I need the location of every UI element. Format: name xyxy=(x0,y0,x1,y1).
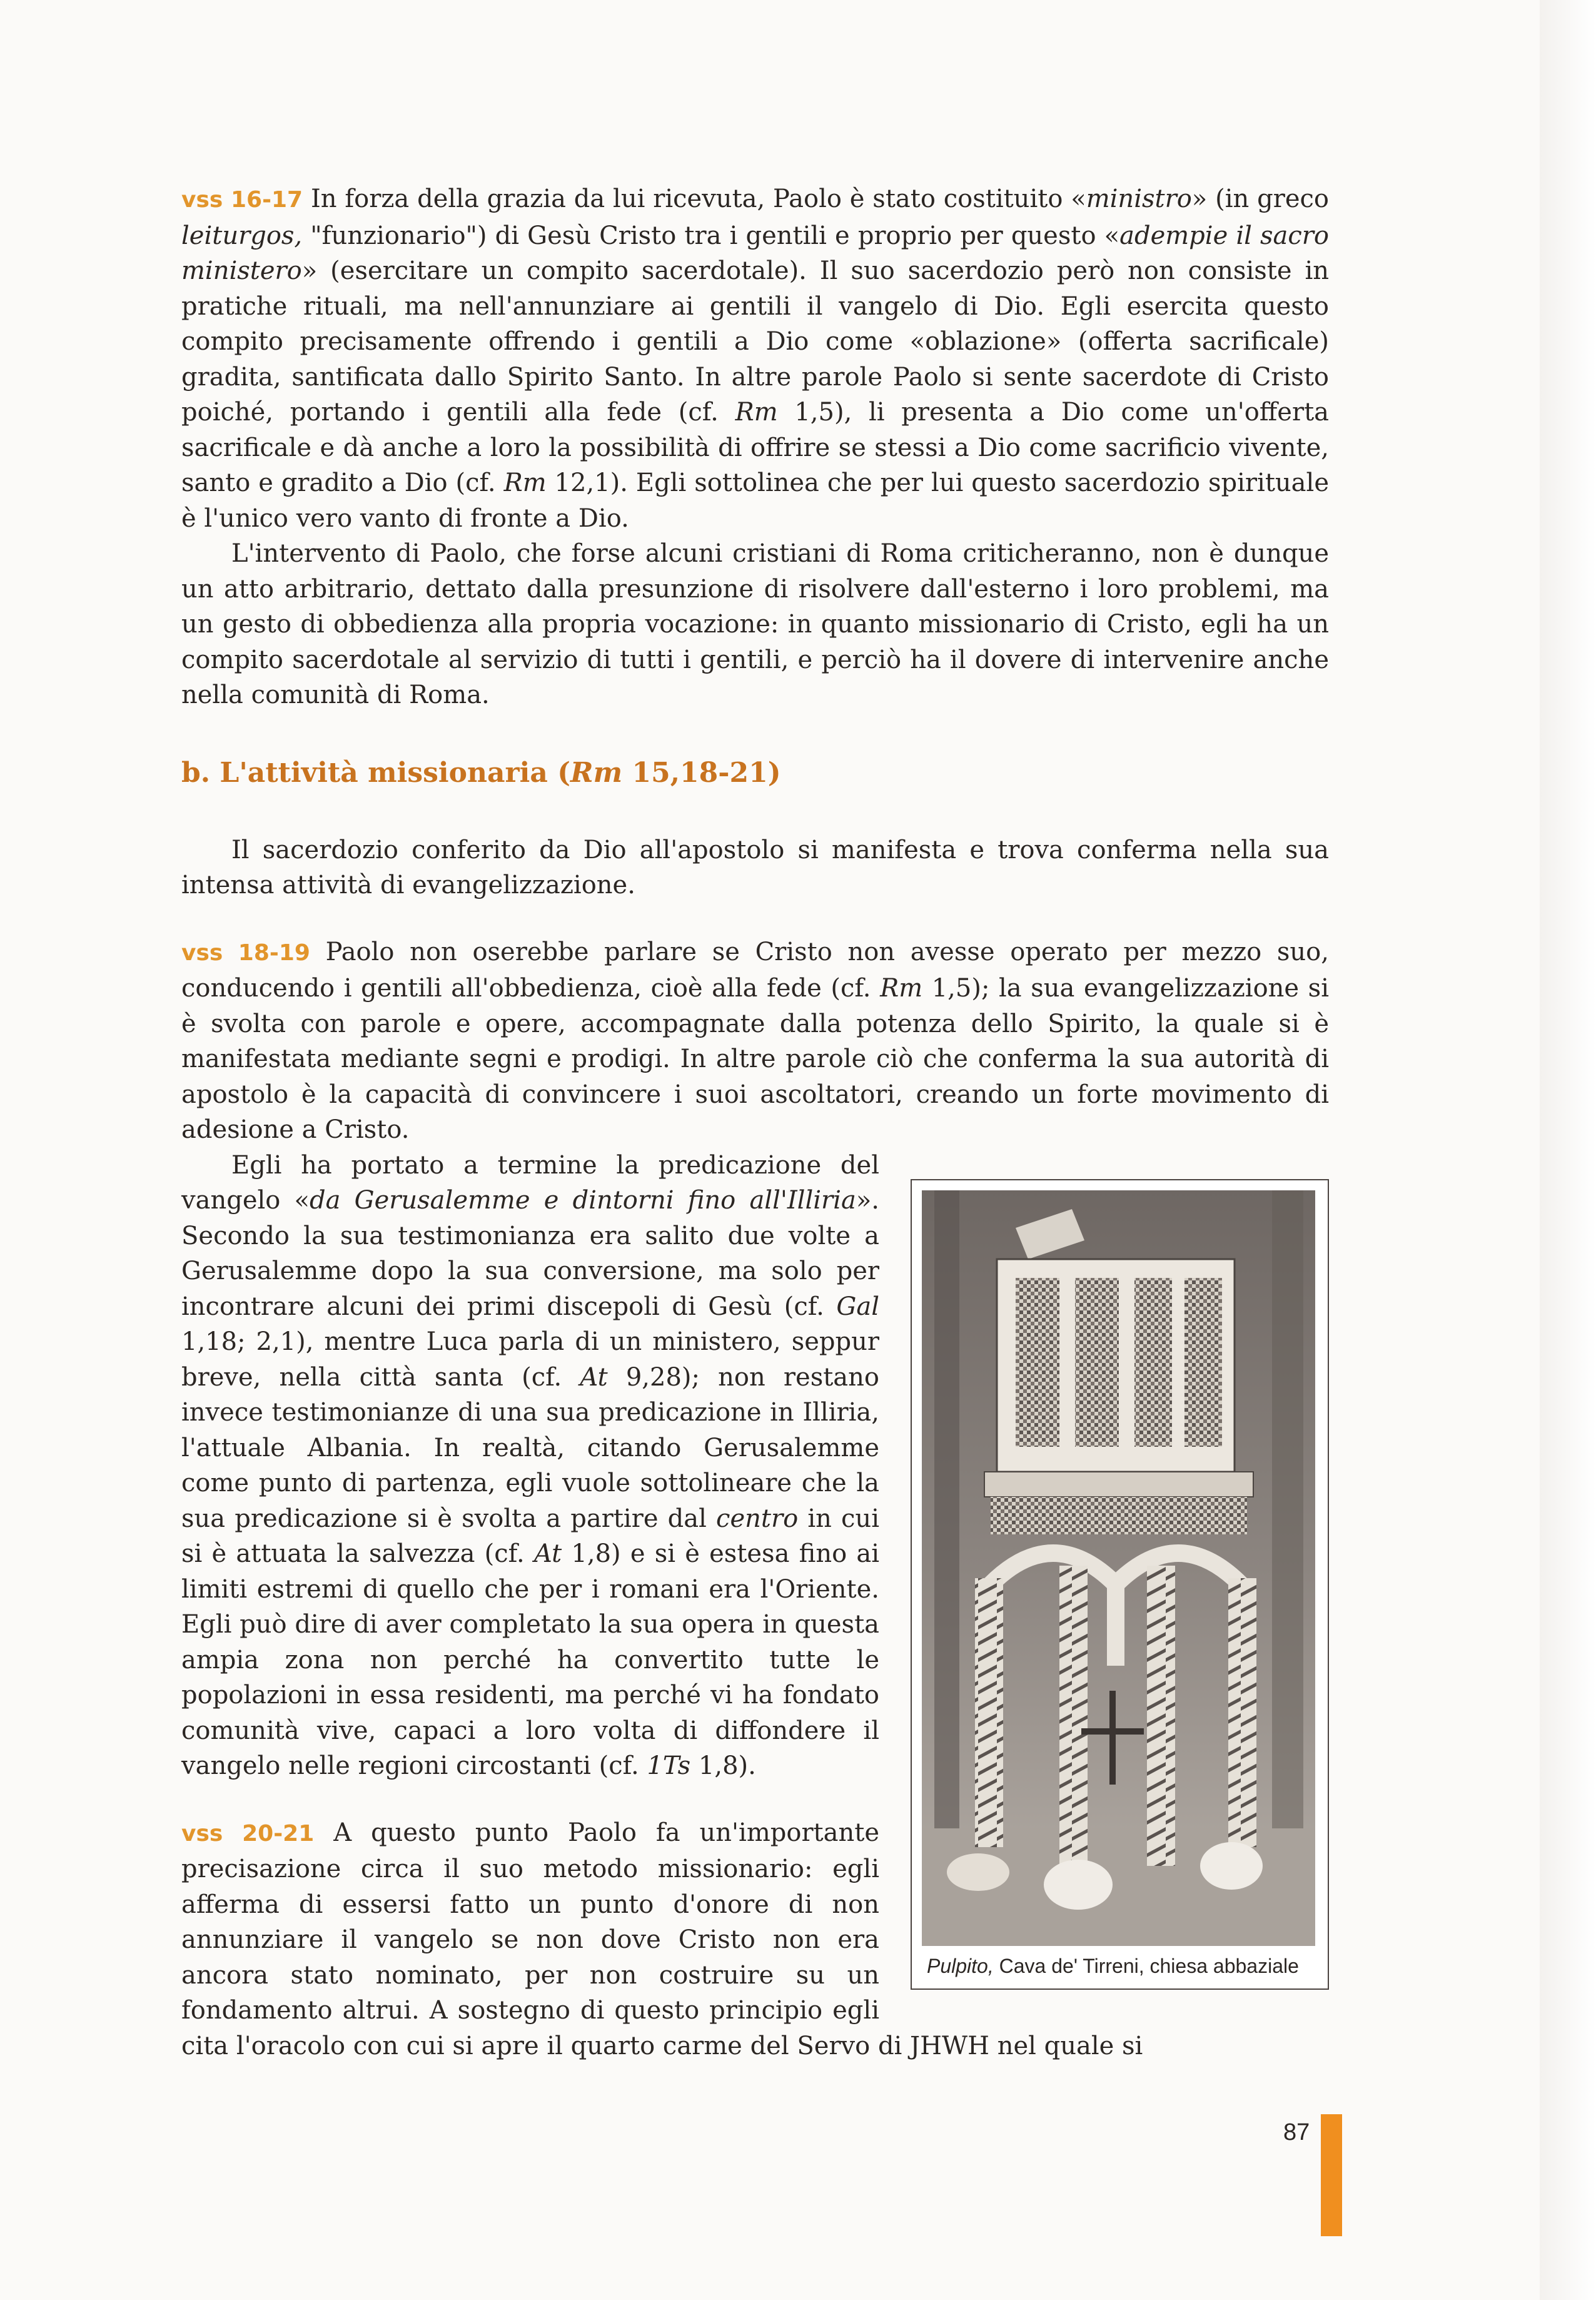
paragraph-intervento: L'intervento di Paolo, che forse alcuni cristiani di Roma criticheranno, non è dunque un atto arbitrario, dettato dalla presunzione di risolvere dall'esterno i loro problemi, ma un gesto di obbedienza alla propria vocazione: in quanto missionario di Cristo, egli ha un compito sacerdotale al servizio di tutti i gentili, e perciò ha il dovere di intervenire anche nella comunità di Roma. xyxy=(181,539,1329,709)
page-content xyxy=(181,181,1329,2064)
pulpit-photo xyxy=(922,1190,1315,1946)
verse-label: vss 16-17 xyxy=(181,187,303,213)
section-heading: b. L'attività missionaria (Rm 15,18-21) xyxy=(181,756,781,789)
figure-pulpit xyxy=(911,1179,1329,1990)
paragraph-vss-16-17: vss 16-17 In forza della grazia da lui ricevuta, Paolo è stato costituito «ministro» (in greco leiturgos, "funzionario") di Gesù Cristo tra i gentili e proprio per questo «adempie il sacro ministero» (esercitare un compito sacerdotale). Il suo sacerdozio però non consiste in pratiche rituali, ma nell'annunziare ai gentili il vangelo di Dio. Egli esercita questo compito precisamente offrendo i gentili a Dio come «oblazione» (offerta sacrificale) gradita, santificata dallo Spirito Santo. In altre parole Paolo si sente sacerdote di Cristo poiché, portando i gentili alla fede (cf. Rm 1,5), li presenta a Dio come un'offerta sacrificale e dà anche a loro la possibilità di offrire se stessi a Dio come sacrificio vivente, santo e gradito a Dio (cf. Rm 12,1). Egli sottolinea che per lui questo sacerdozio spirituale è l'unico vero vanto di fronte a Dio. xyxy=(181,185,1330,533)
figure-caption: Pulpito, Cava de' Tirreni, chiesa abbaziale xyxy=(927,1954,1299,1977)
paragraph-egli: Egli ha portato a termine la predicazione del vangelo «da Gerusalemme e dintorni fino all'Illiria». Secondo la sua testimonianza era salito due volte a Gerusalemme dopo la sua conversione, ma solo per incontrare alcuni dei primi discepoli di Gesù (cf. Gal 1,18; 2,1), mentre Luca parla di un ministero, seppur breve, nella città santa (cf. At 9,28); non restano invece testimonianze di una sua predicazione in Illiria, l'attuale Albania. In realtà, citando Gerusalemme come punto di partenza, egli vuole sottolineare che la sua predicazione si è svolta a partire dal centro in cui si è attuata la salvezza (cf. At 1,8) e si è estesa fino ai limiti estremi di quello che per i romani era l'Oriente. Egli può dire di aver completato la sua opera in questa ampia zona non perché ha convertito tutte le popolazioni in essa residenti, ma perché vi ha fondato comunità vive, capaci a loro volta di diffondere il vangelo nelle regioni circostanti (cf. 1Ts 1,8). xyxy=(181,1150,880,1780)
page-accent-bar xyxy=(1321,2114,1342,2236)
verse-label: vss 18-19 xyxy=(181,940,310,966)
page-number: 87 xyxy=(1283,2119,1310,2145)
verse-label: vss 20-21 xyxy=(181,1820,315,1847)
paragraph-vss-20-21: vss 20-21 A questo punto Paolo fa un'importante precisazione circa il suo metodo missionario: egli afferma di essersi fatto un punto d'onore di non annunziare il vangelo se non dove Cristo non era ancora stato nominato, per non costruire su un fondamento altrui. A sostegno di questo principio egli cita l'oracolo con cui si apre il quarto carme del Servo di JHWH nel quale si xyxy=(181,1818,1143,2060)
page-edge-shadow xyxy=(1540,0,1596,2300)
paragraph-intro: Il sacerdozio conferito da Dio all'apostolo si manifesta e trova conferma nella sua intensa attività di evangelizzazione. xyxy=(181,835,1329,899)
paragraph-vss-18-19: vss 18-19 Paolo non oserebbe parlare se Cristo non avesse operato per mezzo suo, conducendo i gentili all'obbedienza, cioè alla fede (cf. Rm 1,5); la sua evangelizzazione si è svolta con parole e opere, accompagnate dalla potenza dello Spirito, la quale si è manifestata mediante segni e prodigi. In altre parole ciò che conferma la sua autorità di apostolo è la capacità di convincere i suoi ascoltatori, creando un forte movimento di adesione a Cristo. xyxy=(181,937,1329,1144)
